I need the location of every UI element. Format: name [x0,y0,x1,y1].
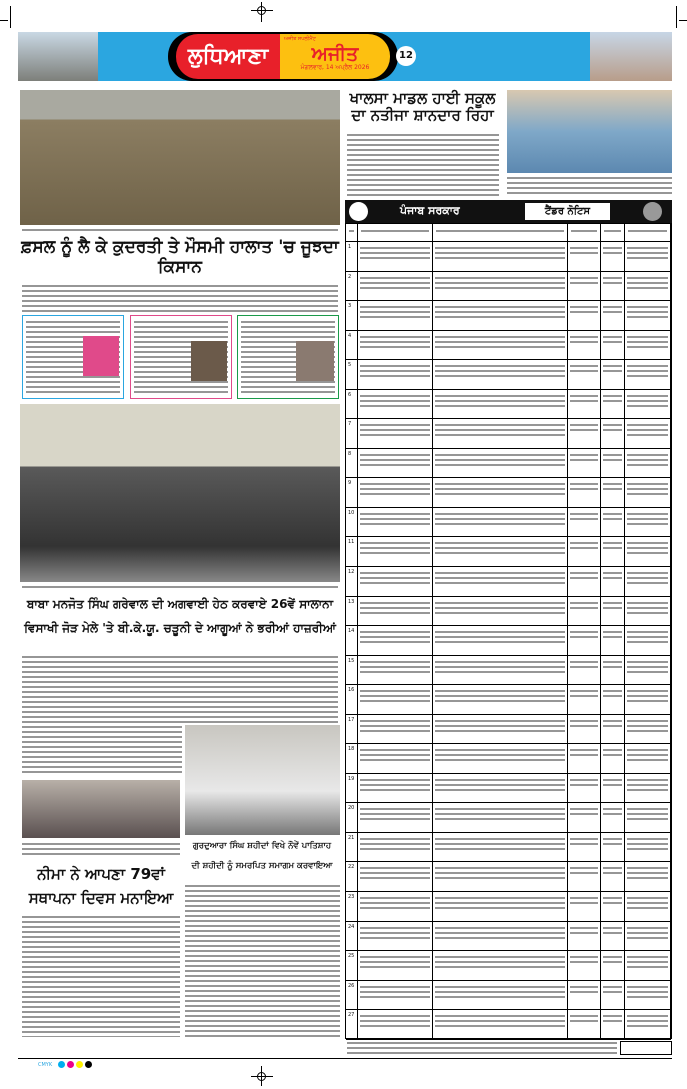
mela-group-photo [20,404,340,582]
table-row [346,715,671,745]
punjab-emblem-icon [349,202,368,221]
table-cell [433,360,568,389]
table-cell: 13 [346,597,358,626]
table-cell [601,508,625,537]
table-row [346,951,671,981]
gurdwara-headline-1: ਗੁਰਦੁਆਰਾ ਸਿੰਘ ਸ਼ਹੀਦਾਂ ਵਿਖੇ ਨੌਵੇਂ ਪਾਤਿਸ਼ਾਹ [192,841,332,851]
table-cell [358,272,433,301]
table-cell [433,833,568,862]
crop-mark [0,20,8,21]
page-number: 12 [396,46,416,66]
farmer-body [22,284,338,312]
table-row [346,508,671,538]
table-header-row [346,224,671,242]
table-cell: 17 [346,715,358,744]
wheat-field-photo [20,90,340,225]
table-cell [433,981,568,1010]
table-row [346,449,671,479]
table-cell [568,272,601,301]
table-header-cell [346,224,358,241]
table-cell [358,656,433,685]
table-cell [358,951,433,980]
table-cell [625,803,671,832]
table-cell: 20 [346,803,358,832]
table-cell [568,833,601,862]
table-cell [568,419,601,448]
table-cell [625,833,671,862]
table-cell [358,567,433,596]
table-cell [625,922,671,951]
table-cell [433,656,568,685]
table-cell [568,892,601,921]
tender-title: ਟੈਂਡਰ ਨੋਟਿਸ [525,203,610,220]
table-cell [625,1010,671,1039]
table-cell [433,508,568,537]
table-cell [625,862,671,891]
table-cell [568,537,601,566]
statue-photo [18,32,98,81]
table-cell [601,272,625,301]
masthead [18,32,672,81]
table-cell [601,567,625,596]
table-header-cell [625,224,671,241]
tender-table [345,223,672,1039]
table-cell [568,922,601,951]
table-cell [601,478,625,507]
table-cell [433,1010,568,1039]
table-cell [433,862,568,891]
table-cell [433,272,568,301]
table-cell: 14 [346,626,358,655]
table-cell [568,597,601,626]
table-cell [358,331,433,360]
table-cell [601,803,625,832]
table-cell [601,301,625,330]
masthead-paper: ਅਜੀਤ [311,43,359,65]
table-cell: 3 [346,301,358,330]
table-row [346,242,671,272]
table-cell [433,597,568,626]
table-cell [625,449,671,478]
table-cell [433,537,568,566]
table-cell [601,626,625,655]
table-cell [433,803,568,832]
table-cell [568,744,601,773]
table-row [346,597,671,627]
table-cell [625,567,671,596]
table-cell [433,744,568,773]
table-cell [358,685,433,714]
nima-headline-2: ਸਥਾਪਨਾ ਦਿਵਸ ਮਨਾਇਆ [28,889,174,907]
nima-photo [22,780,180,838]
table-cell: 21 [346,833,358,862]
photo-caption [22,842,180,858]
table-cell [358,774,433,803]
table-cell [625,715,671,744]
table-row [346,981,671,1011]
table-cell: 2 [346,272,358,301]
table-cell [601,833,625,862]
table-row [346,331,671,361]
table-cell: 18 [346,744,358,773]
table-cell [568,242,601,271]
table-cell [601,419,625,448]
table-cell: 24 [346,922,358,951]
table-header-cell [568,224,601,241]
seal-icon [643,202,662,221]
table-cell [625,626,671,655]
table-cell [601,331,625,360]
table-cell [433,390,568,419]
photo-caption [507,176,672,194]
table-row [346,803,671,833]
table-cell: 16 [346,685,358,714]
table-cell [625,478,671,507]
tender-footer [347,1041,617,1055]
table-cell [433,892,568,921]
table-cell [433,774,568,803]
table-cell: 1 [346,242,358,271]
table-cell [625,774,671,803]
table-cell [568,685,601,714]
table-cell [625,360,671,389]
table-cell [625,744,671,773]
table-cell: 22 [346,862,358,891]
table-cell [601,390,625,419]
table-cell [433,685,568,714]
table-cell [358,833,433,862]
table-cell [601,656,625,685]
table-row [346,1010,671,1040]
table-cell [625,272,671,301]
registration-mark-icon [251,2,273,24]
table-cell [568,862,601,891]
table-cell [358,390,433,419]
table-cell [601,537,625,566]
school-students-photo [507,90,672,173]
mela-body-cont [22,725,182,775]
table-cell [433,715,568,744]
table-cell [358,597,433,626]
table-cell [358,242,433,271]
table-cell [358,892,433,921]
table-cell [568,331,601,360]
table-cell [358,626,433,655]
profile-box [237,315,339,399]
table-cell [358,537,433,566]
table-cell [433,449,568,478]
table-cell: 23 [346,892,358,921]
table-row [346,922,671,952]
table-cell [625,597,671,626]
table-cell [358,301,433,330]
table-cell [358,1010,433,1039]
table-cell [625,242,671,271]
table-cell [601,597,625,626]
table-cell: 10 [346,508,358,537]
table-cell [358,744,433,773]
table-cell [433,242,568,271]
table-cell [601,951,625,980]
table-cell [601,715,625,744]
table-cell: 9 [346,478,358,507]
table-cell [625,951,671,980]
table-cell: 4 [346,331,358,360]
table-cell [358,478,433,507]
table-row [346,390,671,420]
table-row [346,892,671,922]
table-row [346,744,671,774]
table-row [346,478,671,508]
crop-mark [10,6,11,28]
color-dots [58,1061,92,1068]
table-cell: 27 [346,1010,358,1039]
table-cell [568,360,601,389]
table-cell [601,360,625,389]
profile-box [22,315,124,399]
table-cell [625,301,671,330]
photo-caption [22,228,338,233]
gurdwara-headline-2: ਦੀ ਸ਼ਹੀਦੀ ਨੂੰ ਸਮਰਪਿਤ ਸਮਾਗਮ ਕਰਵਾਇਆ [191,861,333,871]
nima-body [22,915,180,1037]
table-cell: 12 [346,567,358,596]
table-cell [601,744,625,773]
table-cell [358,981,433,1010]
table-cell [433,478,568,507]
table-row [346,537,671,567]
table-cell [601,774,625,803]
cmyk-label: CMYK [38,1061,53,1068]
table-cell [601,685,625,714]
mela-headline-1: ਬਾਬਾ ਮਨਜੋਤ ਸਿੰਘ ਗਰੇਵਾਲ ਦੀ ਅਗਵਾਈ ਹੇਠ ਕਰਵਾਏ 26ਵੇਂ ਸਾਲਾਨਾ [26,597,334,611]
table-cell [358,922,433,951]
crop-mark [679,20,687,21]
table-cell [568,626,601,655]
table-cell [358,715,433,744]
farmer-headline: ਫ਼ਸਲ ਨੂੰ ਲੈ ਕੇ ਕੁਦਰਤੀ ਤੇ ਮੌਸਮੀ ਹਾਲਾਤ 'ਚ ਜੂਝਦਾ ਕਿਸਾਨ [21,237,339,277]
table-cell: 11 [346,537,358,566]
table-cell [568,951,601,980]
table-cell [601,449,625,478]
table-cell [601,862,625,891]
table-cell: 25 [346,951,358,980]
table-cell [625,537,671,566]
table-cell [625,656,671,685]
table-cell [568,1010,601,1039]
table-cell [625,892,671,921]
table-header-cell [358,224,433,241]
table-cell [358,803,433,832]
table-cell [625,419,671,448]
table-cell [601,242,625,271]
table-cell: 8 [346,449,358,478]
photo-caption [22,585,338,590]
clocktower-photo [590,32,672,81]
table-cell [568,478,601,507]
table-cell [433,626,568,655]
table-row [346,360,671,390]
table-cell [358,862,433,891]
table-cell [625,685,671,714]
mela-headline-2: ਵਿਸਾਖੀ ਜੋੜ ਮੇਲੇ 'ਤੇ ਬੀ.ਕੇ.ਯੂ. ਚੜੂਨੀ ਦੇ ਆਗੂਆਂ ਨੇ ਭਰੀਆਂ ਹਾਜ਼ਰੀਆਂ [24,621,336,635]
crop-mark [676,6,677,28]
table-row [346,272,671,302]
table-cell [568,390,601,419]
tender-ref [620,1041,672,1055]
table-cell [568,301,601,330]
table-header-cell [433,224,568,241]
table-row [346,656,671,686]
table-cell [433,922,568,951]
table-cell [601,892,625,921]
table-cell: 19 [346,774,358,803]
table-cell [433,301,568,330]
table-cell: 5 [346,360,358,389]
table-cell [433,567,568,596]
table-cell [358,360,433,389]
table-cell [568,656,601,685]
table-row [346,626,671,656]
gurdwara-photo [185,725,340,835]
table-cell [358,508,433,537]
table-cell [625,331,671,360]
table-row [346,833,671,863]
table-cell [568,803,601,832]
mela-body [22,655,338,723]
table-cell [568,508,601,537]
table-cell [433,951,568,980]
table-header-cell [601,224,625,241]
table-cell: 6 [346,390,358,419]
table-row [346,685,671,715]
table-cell [601,922,625,951]
school-headline: ਖਾਲਸਾ ਮਾਡਲ ਹਾਈ ਸਕੂਲ ਦਾ ਨਤੀਜਾ ਸ਼ਾਨਦਾਰ ਰਿਹਾ [349,89,496,125]
nima-headline-1: ਨੀਮਾ ਨੇ ਆਪਣਾ 79ਵਾਂ [37,865,165,883]
table-cell [433,331,568,360]
table-row [346,774,671,804]
table-row [346,862,671,892]
table-cell [625,390,671,419]
table-cell [568,567,601,596]
table-cell [568,449,601,478]
table-cell [601,981,625,1010]
profile-box [130,315,232,399]
masthead-date: ਮੰਗਲਵਾਰ, 14 ਅਪ੍ਰੈਲ 2026 [300,64,370,71]
gurdwara-body [185,884,340,1037]
registration-mark-icon [251,1066,273,1088]
table-row [346,567,671,597]
masthead-city: ਲੁਧਿਆਣਾ [187,44,269,69]
print-bar [18,1058,672,1070]
table-cell [601,1010,625,1039]
table-cell [568,774,601,803]
table-cell [625,981,671,1010]
masthead-supplement: ਅਜੀਤ ਸਪਲੀਮੈਂਟ [284,36,316,42]
table-cell [625,508,671,537]
table-row [346,419,671,449]
school-body [347,133,499,197]
table-cell [433,419,568,448]
table-cell: 15 [346,656,358,685]
tender-govt: ਪੰਜਾਬ ਸਰਕਾਰ [400,204,460,217]
table-cell [568,715,601,744]
table-cell [358,419,433,448]
tender-header [345,200,672,223]
table-cell: 7 [346,419,358,448]
table-row [346,301,671,331]
table-cell [568,981,601,1010]
table-cell: 26 [346,981,358,1010]
table-cell [358,449,433,478]
